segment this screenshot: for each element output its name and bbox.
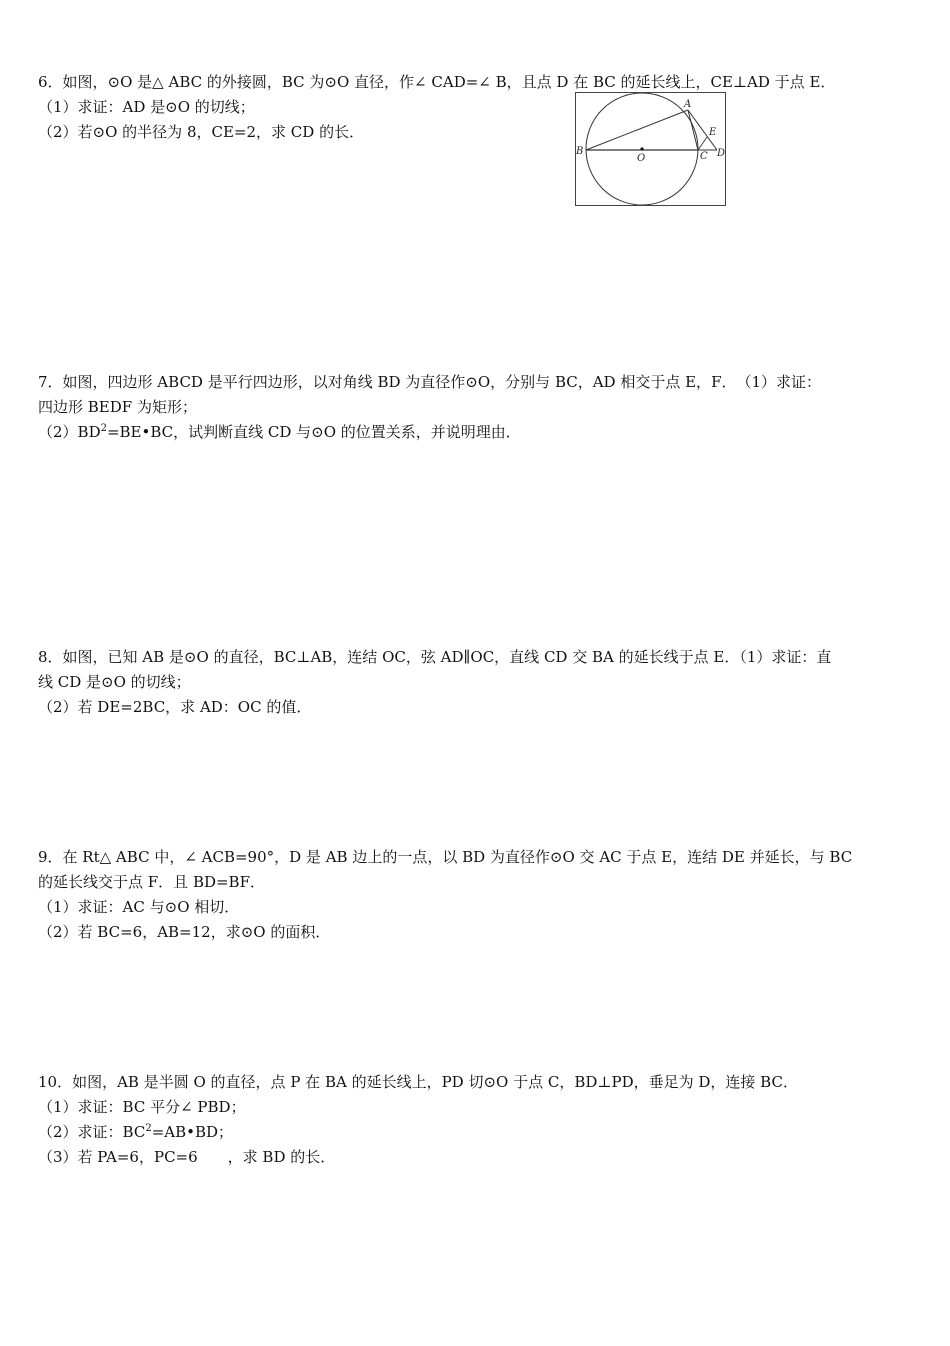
problem-10 [38,1070,908,1170]
label-e: E [709,127,717,138]
problem-8-statement-cont: 线 CD 是⊙O 的切线； [38,673,191,691]
label-d: D [717,148,725,159]
label-o: O [637,153,646,164]
problem-7-statement-cont: 四边形 BEDF 为矩形； [38,398,197,416]
label-c: C [700,151,708,162]
center-o-point [640,147,643,150]
label-a: A [684,99,692,110]
problem-7 [38,370,908,445]
problem-10-part-3: （3）若 PA=6，PC=6 ，求 BD 的长． [38,1148,336,1166]
circle-diagram [576,93,725,205]
problem-7-statement: 7．如图，四边形 ABCD 是平行四边形，以对角线 BD 为直径作⊙O，分别与 BC，AD 相交于点 E，F． （1）求证： [38,373,822,391]
problem-10-part-2: （2）求证：$BC^2=AB•BD$； [38,1123,234,1141]
problem-8-statement: 8．如图，已知 AB 是⊙O 的直径，BC⊥AB，连结 OC，弦 AD∥OC，直线 CD 交 BA 的延长线于点 E．（1）求证：直 [38,648,832,666]
label-b: B [576,146,584,157]
problem-10-statement: 10．如图，AB 是半圆 O 的直径，点 P 在 BA 的延长线上，PD 切⊙O 于点 C，BD⊥PD，垂足为 D，连接 BC． [38,1073,798,1091]
problem-9-part-1: （1）求证：AC 与⊙O 相切． [38,898,240,916]
problem-6-statement: 6．如图，⊙O 是△ ABC 的外接圆，BC 为⊙O 直径，作∠ CAD=∠ B，且点 D 在 BC 的延长线上，CE⊥AD 于点 E． [38,73,836,91]
problem-6 [38,70,908,145]
problem-9 [38,845,908,945]
problem-8-part-2: （2）若 DE=2BC，求 AD：OC 的值． [38,698,312,716]
problem-9-statement: 9．在 Rt△ ABC 中，∠ ACB=90°，D 是 AB 边上的一点，以 BD 为直径作⊙O 交 AC 于点 E，连结 DE 并延长，与 BC [38,848,853,866]
chord-ac [688,110,698,150]
problem-7-part-2: $(2)BD^2=BE•BC$，试判断直线 CD 与⊙O 的位置关系，并说明理由． [38,423,521,441]
problem-6-part-1: （1）求证：AD 是⊙O 的切线； [38,98,255,116]
problem-6-figure [575,92,726,206]
problem-9-part-2: （2）若 BC=6，AB=12，求⊙O 的面积． [38,923,331,941]
chord-ab [586,110,688,150]
segment-ce [698,137,707,150]
problem-6-part-2: （2）若⊙O 的半径为 8，CE=2，求 CD 的长． [38,123,365,141]
problem-10-part-1: （1）求证：BC 平分∠ PBD； [38,1098,246,1116]
problem-8 [38,645,908,720]
problem-9-statement-cont: 的延长线交于点 F．且 BD=BF． [38,873,265,891]
